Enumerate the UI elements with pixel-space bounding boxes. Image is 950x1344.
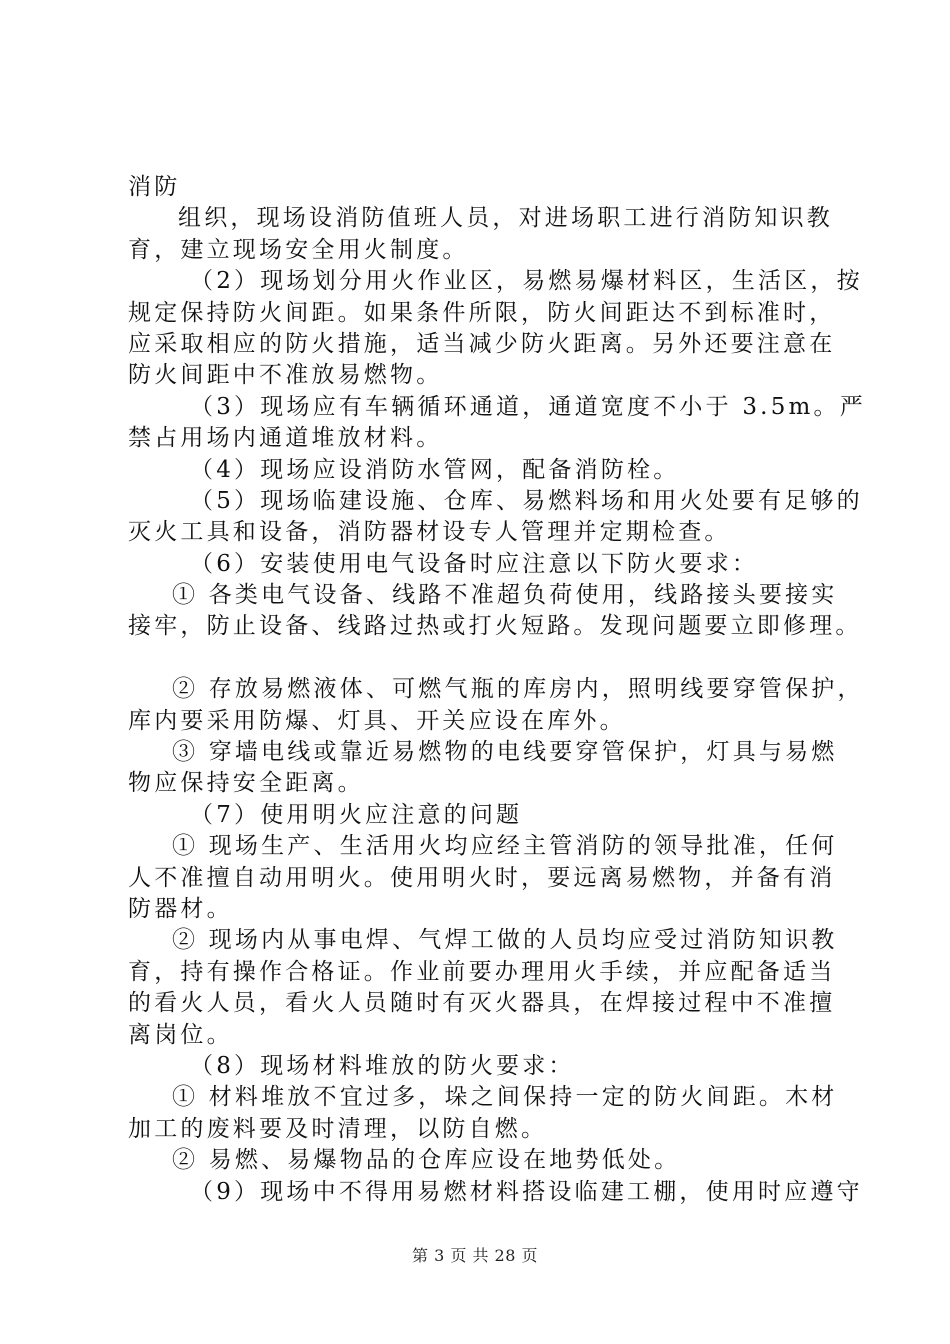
text-line: （9）现场中不得用易燃材料搭设临建工棚，使用时应遵守 (190, 1178, 863, 1205)
text-line: ② 存放易燃液体、可燃气瓶的库房内，照明线要穿管保护， (172, 676, 864, 703)
text-line: 育，持有操作合格证。作业前要办理用火手续，并应配备适当 (128, 958, 836, 985)
text-line: 灭火工具和设备，消防器材设专人管理并定期检查。 (128, 519, 731, 546)
text-line: （6）安装使用电气设备时应注意以下防火要求： (190, 550, 759, 577)
text-line: ② 易燃、易爆物品的仓库应设在地势低处。 (172, 1147, 681, 1174)
text-line: （5）现场临建设施、仓库、易燃料场和用火处要有足够的 (190, 487, 863, 514)
text-line: ① 材料堆放不宜过多，垛之间保持一定的防火间距。木材 (172, 1084, 838, 1111)
text-line: 物应保持安全距离。 (128, 770, 364, 797)
text-line: 离岗位。 (128, 1021, 233, 1048)
page-number-footer: 第 3 页 共 28 页 (412, 1246, 538, 1265)
text-line: 的看火人员，看火人员随时有灭火器具，在焊接过程中不准擅 (128, 990, 836, 1017)
document-body (128, 172, 866, 1208)
text-line: 人不准擅自动用明火。使用明火时，要远离易燃物，并备有消 (128, 864, 836, 891)
text-line: 应采取相应的防火措施，适当减少防火距离。另外还要注意在 (128, 330, 836, 357)
text-line: （3）现场应有车辆循环通道，通道宽度不小于 3.5m。严 (190, 393, 866, 420)
text-line: 库内要采用防爆、灯具、开关应设在库外。 (128, 707, 626, 734)
text-line: 组织，现场设消防值班人员，对进场职工进行消防知识教 (178, 205, 833, 232)
text-line: （2）现场划分用火作业区，易燃易爆材料区，生活区，按 (190, 268, 863, 295)
text-line: （8）现场材料堆放的防火要求： (190, 1052, 575, 1079)
text-line: 防器材。 (128, 895, 233, 922)
text-line: （4）现场应设消防水管网，配备消防栓。 (190, 456, 680, 483)
text-line: 接牢，防止设备、线路过热或打火短路。发现问题要立即修理。 (128, 613, 862, 640)
text-line: 禁占用场内通道堆放材料。 (128, 425, 443, 452)
text-line: 加工的废料要及时清理，以防自燃。 (128, 1115, 548, 1142)
text-line: ③ 穿墙电线或靠近易燃物的电线要穿管保护，灯具与易燃 (172, 739, 838, 766)
text-line: ① 各类电气设备、线路不准超负荷使用，线路接头要接实 (172, 582, 838, 609)
text-line: 消防 (128, 174, 181, 200)
text-line: ① 现场生产、生活用火均应经主管消防的领导批准，任何 (172, 833, 838, 860)
blank-line (128, 643, 840, 674)
text-line: ② 现场内从事电焊、气焊工做的人员均应受过消防知识教 (172, 927, 838, 954)
text-line: 规定保持防火间距。如果条件所限，防火间距达不到标准时， (128, 299, 836, 326)
text-line: 防火间距中不准放易燃物。 (128, 362, 443, 389)
text-line: 育，建立现场安全用火制度。 (128, 236, 469, 263)
text-line: （7）使用明火应注意的问题 (190, 801, 523, 828)
